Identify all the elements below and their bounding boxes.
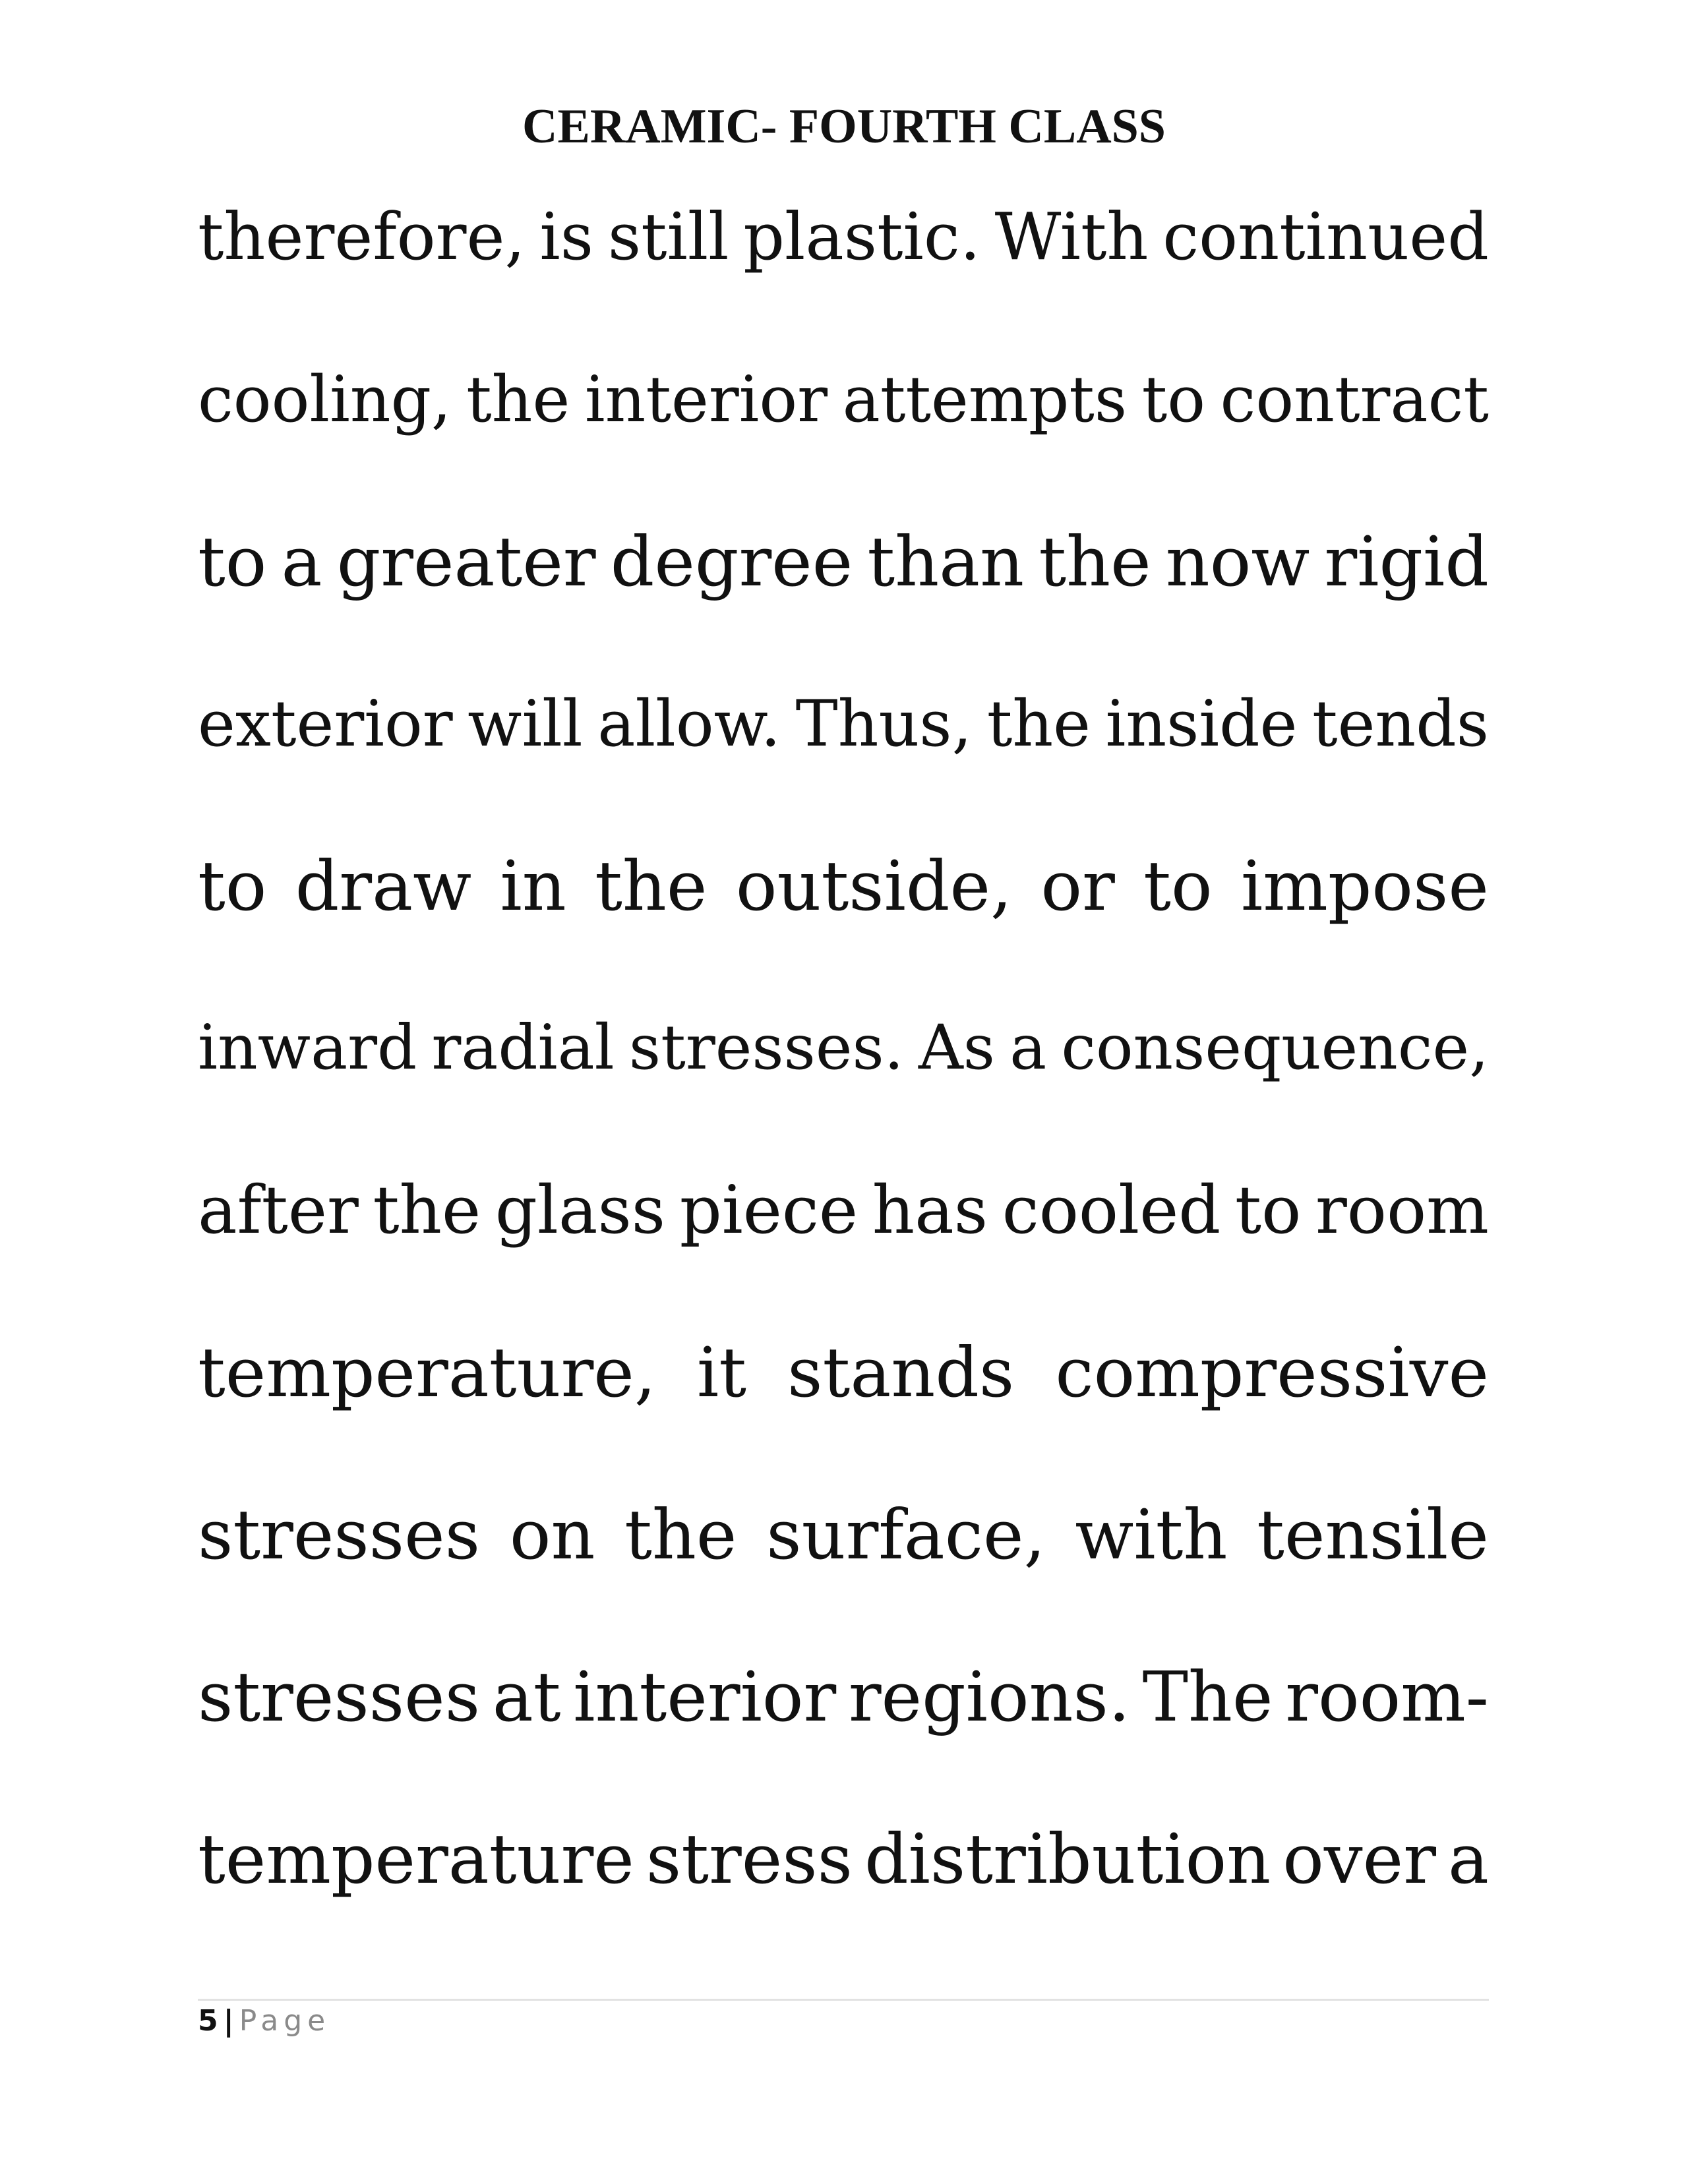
word: a [1447,1819,1489,1899]
page-header-title: CERAMIC- FOURTH CLASS [522,100,1166,154]
text-line [198,1796,1489,1959]
word: Thus, [795,687,973,761]
text-line [198,337,1489,499]
text-line [198,175,1489,337]
word: it [697,1332,747,1413]
word: compressive [1055,1332,1489,1413]
word: after [198,1171,359,1249]
word: As [918,1012,995,1084]
word: With [994,200,1149,275]
word: interior [573,1657,837,1737]
word: stresses [198,1657,481,1737]
word: the [595,846,708,926]
word: cooled [1002,1171,1221,1249]
word: now [1165,521,1310,602]
word: the [986,687,1091,761]
word: to [198,521,267,602]
word: the [1039,521,1151,602]
word: piece [679,1171,859,1249]
text-line [198,1472,1489,1634]
word: in [500,846,566,926]
word: consequence, [1061,1012,1489,1084]
word: temperature [198,1819,634,1899]
word: still [607,200,729,275]
word: The [1142,1657,1273,1737]
word: contract [1220,363,1489,436]
word: continued [1162,200,1489,275]
word: rigid [1324,521,1489,602]
word: interior [584,363,828,436]
word: the [373,1171,481,1249]
text-line [198,1634,1489,1796]
word: room [1315,1171,1489,1249]
text-line [198,986,1489,1148]
word: will [467,687,583,761]
word: plastic. [743,200,980,275]
word: the [466,363,570,436]
word: to [1143,846,1213,926]
word: cooling, [198,363,452,436]
word: to [1234,1171,1302,1249]
body-text [198,175,1489,1959]
word: temperature, [198,1332,656,1413]
word: to [1141,363,1206,436]
word: stress [646,1819,853,1899]
word: or [1040,846,1115,926]
word: glass [495,1171,666,1249]
page-separator: | [223,2004,234,2038]
word: attempts [842,363,1128,436]
word: exterior [198,687,453,761]
word: on [509,1494,595,1575]
word: therefore, [198,200,526,275]
word: inward [198,1012,417,1084]
word: greater [336,521,596,602]
page-footer [198,2004,330,2038]
word: at [492,1657,561,1737]
word: the [624,1494,737,1575]
word: degree [610,521,853,602]
word: to [198,846,267,926]
word: surface, [766,1494,1046,1575]
word: radial [431,1012,615,1084]
page-label: Page [239,2004,331,2038]
word: draw [295,846,472,926]
text-line [198,661,1489,823]
word: a [1010,1012,1047,1084]
word: has [872,1171,988,1249]
word: over [1282,1819,1436,1899]
word: than [867,521,1025,602]
text-line [198,1148,1489,1310]
word: regions. [848,1657,1130,1737]
word: room- [1285,1657,1489,1737]
word: distribution [864,1819,1271,1899]
footer-divider [198,1999,1489,2001]
text-line [198,1310,1489,1472]
word: stresses. [628,1012,904,1084]
word: a [281,521,322,602]
text-line [198,823,1489,986]
word: outside, [735,846,1013,926]
word: stresses [198,1494,481,1575]
word: inside [1105,687,1298,761]
word: allow. [597,687,781,761]
word: with [1075,1494,1228,1575]
text-line [198,499,1489,661]
word: tensile [1257,1494,1489,1575]
word: is [539,200,594,275]
word: stands [787,1332,1015,1413]
word: impose [1240,846,1489,926]
word: tends [1312,687,1489,761]
page-number: 5 [198,2004,218,2038]
